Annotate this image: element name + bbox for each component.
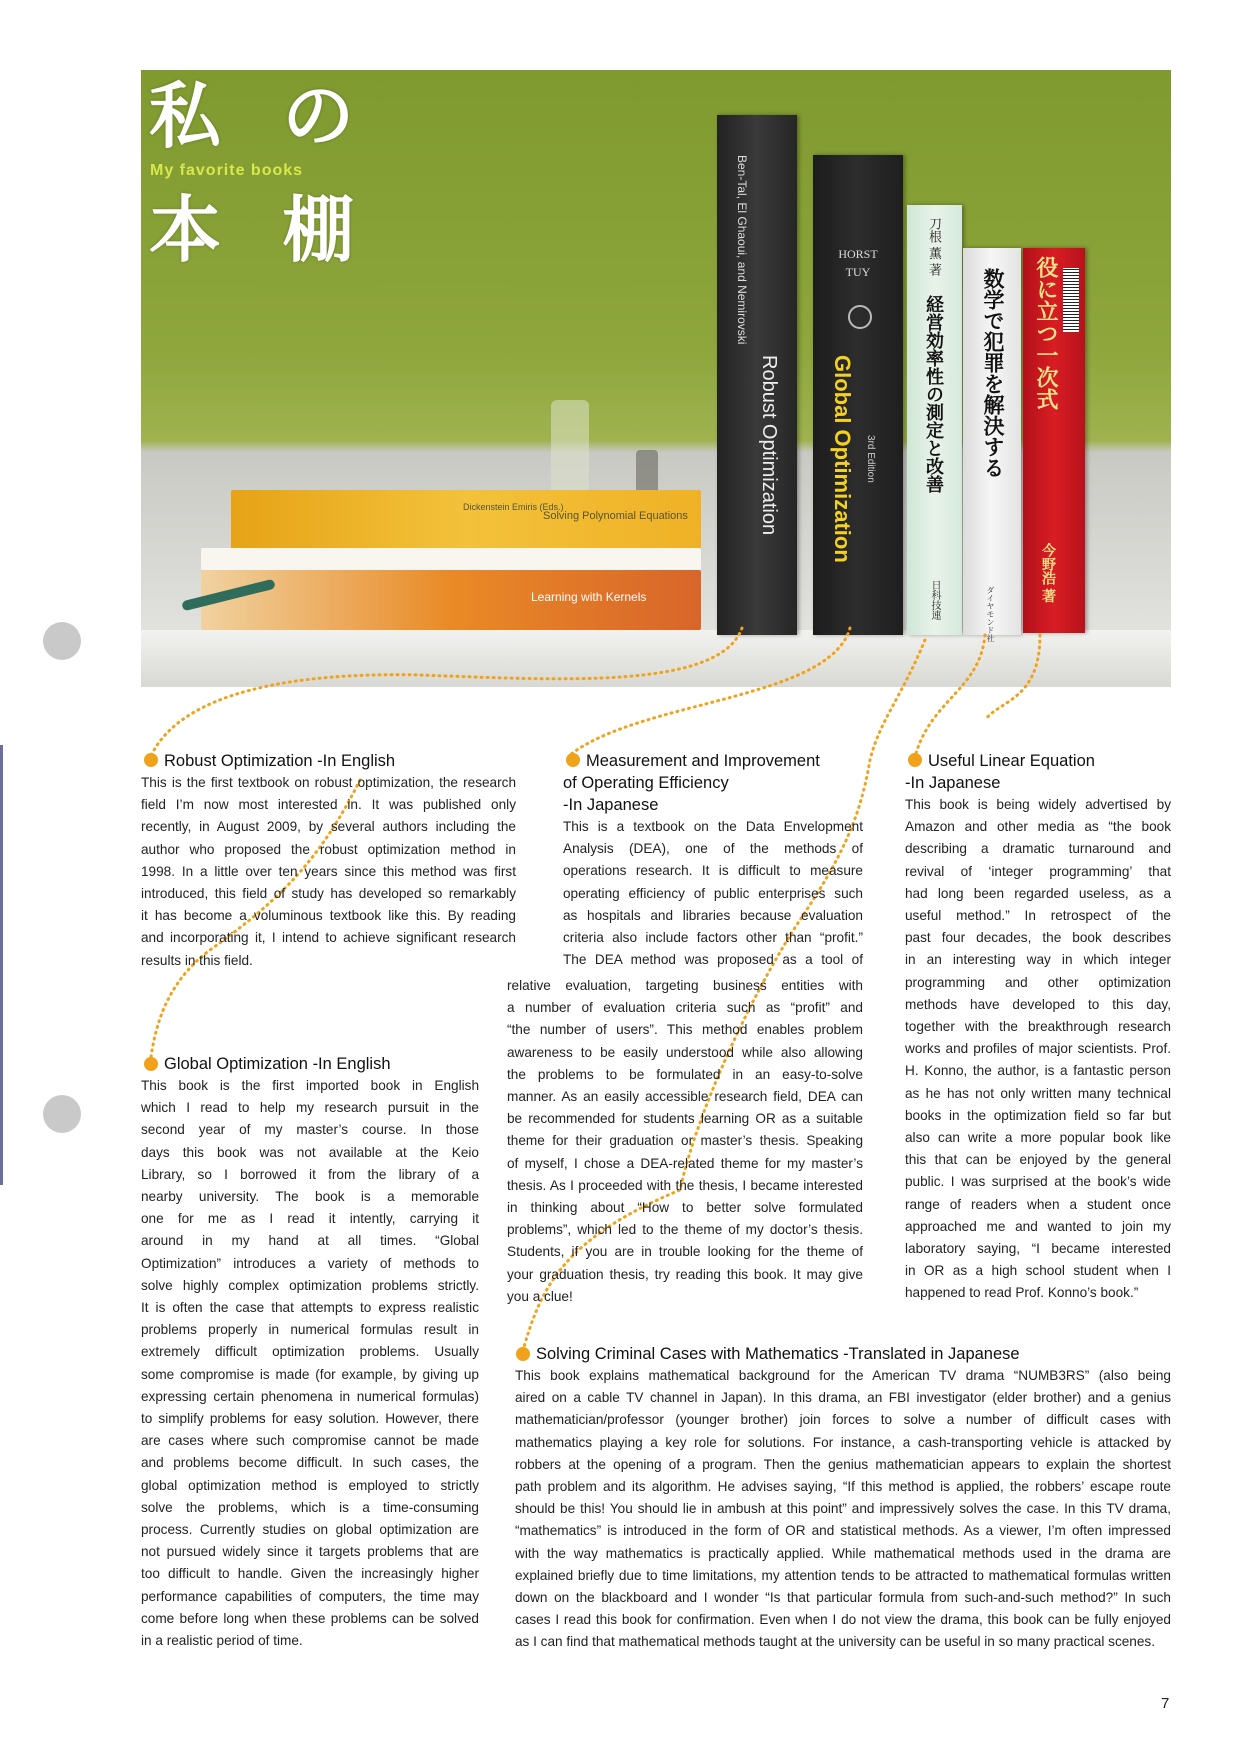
bullet-dot-robust [144, 753, 158, 767]
text-line: a number of evaluation criteria such as “profit” and [507, 1000, 863, 1016]
text-line: Students, if you are in trouble looking for the theme of [507, 1244, 863, 1260]
heading-global: Global Optimization -In English [164, 1055, 391, 1073]
text-line: also can write a more popular book like [905, 1130, 1171, 1146]
heading-robust: Robust Optimization -In English [164, 752, 396, 770]
book-numb3rs-publisher: ダイヤモンド社 [986, 586, 995, 642]
text-line: Library, so I borrowed it from the library of a [141, 1166, 479, 1182]
text-line: This book is being widely advertised by [905, 797, 1171, 812]
text-line: had long been regarded useless, as a [905, 885, 1171, 901]
text-line: criteria also include factors other than “profit.” [563, 930, 863, 946]
text-line: second year of my master’s course. In those [141, 1122, 479, 1138]
text-line: mathematician/professor (younger brother) join forces to solve a number of difficult cases with [515, 1412, 1171, 1428]
bullet-dot-global [144, 1057, 158, 1071]
text-line: operating efficiency of public enterprises such [563, 885, 863, 901]
text-line: author who proposed the robust optimization method in [141, 841, 516, 857]
text-line: mathematics playing a key role for solutions. For instance, a cash-transporting vehicle is attacked by [515, 1434, 1171, 1450]
text-line: happened to read Prof. Konno’s book.” [905, 1285, 1139, 1301]
text-line: 1998. In a little over ten years since this method was first [141, 863, 516, 879]
text-line: in thinking about “How to better solve formulated [507, 1200, 863, 1216]
text-numb3rs [515, 1365, 1171, 1654]
text-line: down on the blackboard and I wonder “Is that particular formula from such-and-such method?” In such [515, 1590, 1171, 1606]
text-line: performance capabilities of computers, the time may [141, 1588, 479, 1604]
text-line: approached me and wanted to join my [905, 1218, 1171, 1234]
page-number: 7 [1161, 1695, 1170, 1712]
book-dea-title: 経営効率性の測定と改善 [924, 295, 944, 493]
text-line: process. Currently studies on global optimization are [141, 1522, 479, 1538]
book-dea-author: 刀根 薫 著 [927, 217, 942, 277]
text-line: It is often the case that attempts to express realistic [141, 1300, 479, 1316]
text-line: extremely difficult optimization problems. Usually [141, 1344, 479, 1360]
text-line: public. I was surprised at the book’s wide [905, 1174, 1171, 1190]
bullet-dot-numb3rs [516, 1347, 530, 1361]
page-title-line2: 本 棚 [149, 188, 373, 272]
text-line: should be this! You should lie in ambush at this point” and impressively solves the case. In this TV drama, [515, 1501, 1171, 1517]
text-line: works and profiles of major scientists. Prof. [905, 1041, 1171, 1057]
text-line: books in the optimization field so far but [905, 1107, 1171, 1123]
text-line: global optimization method is employed to strictly [141, 1477, 479, 1493]
text-line: revival of ‘integer programming’ that [905, 863, 1171, 879]
text-line: path problem and its algorithm. He advises saying, “If this method is applied, the robbers’ escape route [515, 1479, 1171, 1495]
text-line: cases I read this book for confirmation. Even when I do not view the drama, this book can be fully enjoyed [515, 1612, 1171, 1628]
text-line: together with the breakthrough research [905, 1019, 1171, 1035]
text-line: thesis. As I proceeded with the thesis, I became interested [507, 1177, 863, 1193]
text-line: it has become a voluminous textbook like this. By reading [141, 908, 516, 924]
text-line: which I read to help my research pursuit in the [141, 1100, 479, 1116]
text-line: too difficult to handle. Given the increasingly higher [141, 1566, 479, 1582]
text-global [141, 1075, 479, 1652]
text-line: results in this field. [141, 952, 253, 968]
text-line: range of readers when a student once [905, 1196, 1171, 1212]
text-line: The DEA method was proposed as a tool of [563, 952, 863, 968]
book-robust-title: Robust Optimization [758, 355, 780, 536]
text-line: useful method.” In retrospect of the [905, 908, 1171, 924]
connector-linear [915, 635, 985, 757]
text-line: problems”, which led to the theme of my doctor’s thesis. [507, 1222, 863, 1238]
text-line: around in my hand at all times. “Global [141, 1233, 479, 1249]
text-line: as hospitals and libraries because evaluation [563, 907, 863, 923]
book-global-title: Global Optimization [830, 355, 855, 563]
bullet-dot-linear [908, 753, 922, 767]
heading-linear-line1: Useful Linear Equation [928, 752, 1095, 770]
text-line: some compromise is made (for example, by giving up [141, 1366, 479, 1382]
text-line: solve the problems, which is a time-consuming [141, 1499, 479, 1515]
text-line: of myself, I chose a DEA-related theme for my master’s [507, 1155, 863, 1171]
book-linear-title: 役に立つ一次式 [1034, 256, 1059, 410]
book-linear-author: 今野浩 著 [1041, 543, 1057, 603]
text-line: one for me as I read it intently, carrying it [141, 1211, 479, 1227]
text-line: introduced, this field of study has developed so remarkably [141, 886, 516, 902]
heading-linear-line2: -In Japanese [905, 774, 1001, 792]
text-line: expressing certain phenomena in numerical formulas) [141, 1388, 479, 1404]
text-line: your graduation thesis, try reading this book. It may give [507, 1266, 863, 1282]
text-line: are cases where such compromise cannot be made [141, 1433, 479, 1449]
text-line: relative evaluation, targeting business entities with [507, 978, 863, 993]
flat-book-kernels-title: Learning with Kernels [531, 590, 647, 604]
book-global-edition: 3rd Edition [865, 435, 876, 483]
heading-dea-line3: -In Japanese [563, 796, 659, 814]
text-line: not pursued widely since it targets problems that are [141, 1544, 479, 1560]
book-global-author1: HORST [838, 247, 878, 261]
text-line: with the way mathematics is practically applied. While mathematical methods used in the drama are [515, 1545, 1171, 1561]
text-dea-narrow [563, 816, 863, 971]
text-line: as he has not only written many technical [905, 1085, 1171, 1101]
text-line: as I can find that mathematical methods taught at the university can be useful in so many practical scenes. [515, 1634, 1156, 1650]
text-linear [905, 794, 1171, 1305]
text-line: manner. As an easily accessible research field, DEA can [507, 1089, 863, 1105]
text-line: robbers at the opening of a program. Then the genius mathematician appears to explain the shortest [515, 1456, 1171, 1472]
text-line: methods have developed to this day, [905, 996, 1171, 1012]
text-line: past four decades, the book describes [905, 930, 1171, 946]
text-line: “mathematics” is introduced in the form of OR and statistical methods. As a viewer, I’m often impressed [515, 1523, 1171, 1539]
text-line: H. Konno, the author, is a fantastic person [905, 1063, 1171, 1079]
text-line: in OR as a high school student when I [905, 1263, 1171, 1279]
text-line: explained briefly due to time limitations, my attention tends to be attracted to mathematical formulas written [515, 1567, 1171, 1583]
text-line: days this book was not available at the Keio [141, 1144, 479, 1160]
text-dea-wide [507, 975, 863, 1308]
text-line: nearby university. The book is a memorable [141, 1189, 479, 1205]
text-robust [141, 772, 516, 972]
text-line: to simplify problems for easy solution. However, there [141, 1411, 479, 1427]
heading-numb3rs: Solving Criminal Cases with Mathematics -Translated in Japanese [536, 1345, 1020, 1363]
heading-dea-line1: Measurement and Improvement [586, 752, 820, 770]
text-line: and problems become difficult. In such cases, the [141, 1455, 479, 1471]
book-robust-authors: Ben-Tal, El Ghaoui, and Nemirovski [735, 155, 749, 345]
page-title-line1: 私 の [149, 74, 373, 158]
text-line: recently, in August 2009, by several authors including the [141, 819, 516, 835]
text-line: This is a textbook on the Data Envelopment [563, 819, 863, 834]
text-line: “the number of users”. This method enables problem [507, 1022, 863, 1038]
flat-book-polynomial-authors: Dickenstein Emiris (Eds.) [463, 502, 564, 512]
text-line: programming and other optimization [905, 974, 1171, 990]
text-line: awareness to be easily understood while also allowing [507, 1044, 863, 1060]
text-line: solve highly complex optimization problems strictly. [141, 1277, 479, 1293]
text-line: operations research. It is difficult to measure [563, 863, 863, 879]
bullet-dot-dea [566, 753, 580, 767]
text-line: the problems to be formulated in an easy-to-solve [507, 1066, 863, 1082]
text-line: aired on a cable TV channel in Japan). In this drama, an FBI investigator (elder brother) and a genius [515, 1390, 1171, 1406]
connector-linear-b [985, 635, 1040, 720]
text-line: laboratory saying, “I became interested [905, 1241, 1171, 1257]
connector-dea [570, 628, 850, 755]
book-dea-publisher: 日科技連 [929, 580, 940, 620]
text-line: Optimization” introduces a variety of methods to [141, 1255, 479, 1271]
connector-robust [150, 628, 742, 758]
book-global-author2: TUY [845, 265, 871, 279]
book-numb3rs-title: 数学で犯罪を解決する [981, 268, 1004, 478]
text-line: theme for their graduation or master’s thesis. Speaking [507, 1133, 863, 1149]
text-line: in a realistic period of time. [141, 1633, 303, 1649]
text-line: describing a dramatic turnaround and [905, 841, 1171, 857]
text-line: be recommended for students learning OR as a suitable [507, 1111, 863, 1127]
text-line: Analysis (DEA), one of the methods of [563, 841, 863, 857]
text-line: come before long when these problems can be solved [141, 1610, 479, 1626]
text-line: you a clue! [507, 1288, 573, 1304]
text-line: This book is the first imported book in English [141, 1078, 479, 1093]
text-line: and incorporating it, I intend to achieve significant research [141, 930, 516, 946]
page-subtitle: My favorite books [150, 162, 304, 179]
text-line: This is the first textbook on robust optimization, the research [141, 775, 516, 790]
text-line: in an interesting way in which integer [905, 952, 1171, 968]
heading-dea-line2: of Operating Efficiency [563, 774, 729, 792]
text-line: problems properly in numerical formulas result in [141, 1322, 479, 1338]
text-line: this that can be enjoyed by the general [905, 1152, 1171, 1168]
text-line: Amazon and other media as “the book [905, 819, 1171, 835]
flat-book-polynomial-title: Solving Polynomial Equations [543, 510, 688, 522]
text-line: field I’m now most interested in. It was published only [141, 797, 516, 813]
text-line: This book explains mathematical background for the American TV drama “NUMB3RS” (also being [515, 1368, 1171, 1383]
